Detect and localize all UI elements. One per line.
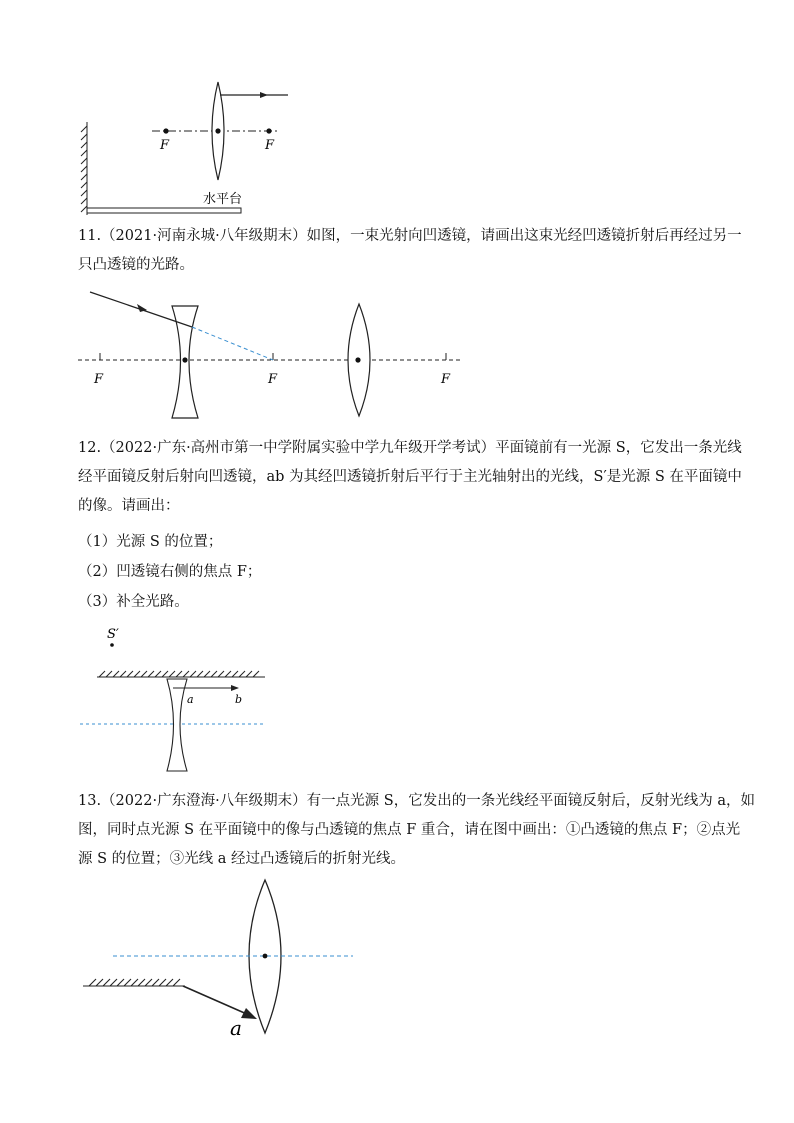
q13-line-2: 图，同时点光源 S 在平面镜中的像与凸透镜的焦点 F 重合，请在图中画出：①凸透镜的焦点 F；②点光	[78, 822, 741, 838]
q12-item-3: （3）补全光路。	[78, 594, 189, 610]
ray-arrow	[260, 92, 268, 98]
horizontal-platform	[87, 208, 241, 213]
q11-line-1: 11.（2021·河南永城·八年级期末）如图，一束光射向凹透镜，请画出这束光经凹透镜折射后再经过另一	[78, 228, 742, 244]
q13-line-1: 13.（2022·广东澄海·八年级期末）有一点光源 S，它发出的一条光线经平面镜反射后，反射光线为 a，如	[78, 793, 755, 809]
figure-q11	[75, 282, 470, 422]
q12-line-2: 经平面镜反射后射向凹透镜，ab 为其经凹透镜折射后平行于主光轴射出的光线，S′是光源 S 在平面镜中	[78, 469, 742, 485]
label-f-left: F	[160, 138, 170, 153]
convex-lens-center	[355, 357, 360, 362]
q12-line-3: 的像。请画出：	[78, 498, 180, 514]
q11-line-2: 只凸透镜的光路。	[78, 257, 194, 273]
reflected-ray-a	[183, 986, 249, 1015]
label-b: b	[235, 693, 243, 706]
label-f-2: F	[268, 372, 278, 387]
concave-lens-center	[182, 357, 187, 362]
ray-extension-dashed	[192, 327, 273, 360]
lens-center-point	[215, 128, 220, 133]
question-11-text	[78, 222, 742, 280]
q13-line-3: 源 S 的位置；③光线 a 经过凸透镜后的折射光线。	[78, 851, 406, 867]
question-13-text	[78, 787, 755, 874]
figure-q13	[75, 875, 365, 1050]
q12-item-1: （1）光源 S 的位置；	[78, 534, 223, 550]
label-a: a	[187, 693, 194, 706]
label-platform: 水平台	[203, 192, 243, 207]
reflected-ray-arrow	[241, 1008, 257, 1019]
lens-center-point	[263, 954, 268, 959]
wall-hatching	[81, 122, 87, 215]
focal-point-right	[266, 128, 271, 133]
figure-q12	[75, 624, 275, 774]
question-12-text	[78, 434, 742, 521]
plane-mirror	[97, 671, 265, 677]
label-a: a	[230, 1016, 242, 1040]
plane-mirror	[83, 979, 185, 986]
s-image-point	[110, 643, 114, 647]
label-f-1: F	[94, 372, 104, 387]
focal-point-left	[163, 128, 168, 133]
q12-line-1: 12.（2022·广东·高州市第一中学附属实验中学九年级开学考试）平面镜前有一光源 S，它发出一条光线	[78, 440, 742, 456]
label-f-right: F	[265, 138, 275, 153]
label-f-3: F	[441, 372, 451, 387]
q12-item-2: （2）凹透镜右侧的焦点 F；	[78, 564, 262, 580]
label-s-image: S′	[107, 627, 119, 642]
concave-lens	[167, 679, 187, 771]
figure-q10	[70, 70, 310, 220]
ray-ab-arrow	[231, 685, 239, 691]
